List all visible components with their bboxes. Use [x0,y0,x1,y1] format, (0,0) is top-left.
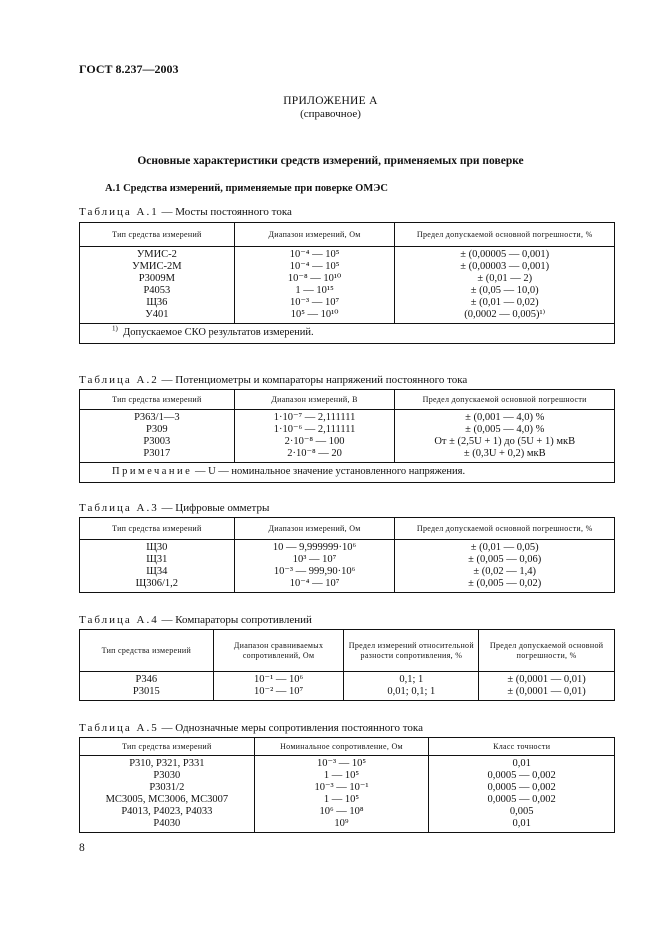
table-cell: 0,0005 — 0,002 [429,794,615,806]
table-cell: Р309 [80,424,235,436]
table-cell: 0,005 [429,806,615,818]
table-cell: ± (0,005 — 0,06) [395,554,615,566]
column-header: Диапазон сравниваемых сопротивлений, Ом [213,630,344,672]
table-cell: 10⁻⁴ — 10⁵ [234,261,395,273]
section-title: А.1 Средства измерений, применяемые при поверке ОМЭС [105,183,388,194]
table-cell: Р4053 [80,285,235,297]
table-cell: 10³ — 10⁷ [234,554,395,566]
main-title: Основные характеристики средств измерений, применяемых при поверке [137,155,524,167]
table-row [80,247,615,262]
table-cell: ± (0,01 — 2) [395,273,615,285]
table-note [80,463,615,483]
column-header: Диапазон измерений, Ом [234,518,395,540]
table-cell: 0,01; 0,1; 1 [344,686,479,701]
table-row [80,436,615,448]
table-cell: Р3030 [80,770,255,782]
table-row [80,794,615,806]
column-header: Предел допускаемой основной погрешности, % [395,223,615,247]
table-cell: Р346 [80,672,214,687]
table-a2 [79,389,615,483]
table-cell: Щ34 [80,566,235,578]
table-cell: 2·10⁻⁸ — 20 [234,448,395,463]
table-cell: 1 — 10¹⁵ [234,285,395,297]
table-row [80,806,615,818]
column-header: Тип средства измерений [80,630,214,672]
table-cell: ± (0,05 — 10,0) [395,285,615,297]
table-row [80,578,615,593]
caption-lead: Таблица А.5 [79,722,159,734]
table-row [80,782,615,794]
table-cell: ± (0,0001 — 0,01) [479,686,615,701]
column-header: Предел измерений относительной разности сопротивления, % [344,630,479,672]
caption-text: — Мосты постоянного тока [158,206,292,218]
table-row [80,756,615,771]
table-a2-caption [79,374,467,386]
table-a3 [79,517,615,593]
table-cell: 10 — 9,999999·10⁶ [234,540,395,555]
table-cell: 10⁻³ — 10⁻¹ [254,782,429,794]
table-row [80,770,615,782]
column-header: Номинальное сопротивление, Ом [254,738,429,756]
table-a5 [79,737,615,833]
table-cell: 0,0005 — 0,002 [429,770,615,782]
table-cell: Р4030 [80,818,255,833]
table-cell: 10⁻² — 10⁷ [213,686,344,701]
footnote-mark: 1) [112,324,118,333]
table-cell: 10⁻⁴ — 10⁵ [234,247,395,262]
table-row [80,297,615,309]
table-cell: Щ30 [80,540,235,555]
table-cell: Щ31 [80,554,235,566]
table-cell: Щ36 [80,297,235,309]
column-header: Предел допускаемой основной погрешности [395,390,615,410]
column-header: Тип средства измерений [80,738,255,756]
footnote-text: Допускаемое СКО результатов измерений. [123,327,314,338]
caption-lead: Таблица А.4 [79,614,159,626]
table-cell: Р3003 [80,436,235,448]
document-code: ГОСТ 8.237—2003 [79,62,179,76]
table-cell: ± (0,00003 — 0,001) [395,261,615,273]
table-cell: 1 — 10⁵ [254,770,429,782]
table-cell: МС3005, МС3006, МС3007 [80,794,255,806]
column-header: Диапазон измерений, В [234,390,395,410]
appendix-title: ПРИЛОЖЕНИЕ А [283,95,378,107]
table-a3-caption [79,502,269,514]
table-cell: 10⁹ [254,818,429,833]
table-cell: 10⁻³ — 999,90·10⁶ [234,566,395,578]
page-number: 8 [79,842,85,854]
caption-lead: Таблица А.1 [79,206,159,218]
table-row [80,273,615,285]
table-row [80,566,615,578]
table-cell: 0,1; 1 [344,672,479,687]
table-row [80,818,615,833]
table-cell: 10⁻¹ — 10⁶ [213,672,344,687]
table-cell: Щ306/1,2 [80,578,235,593]
table-cell: От ± (2,5U + 1) до (5U + 1) мкВ [395,436,615,448]
table-cell: Р363/1—3 [80,410,235,425]
table-cell: ± (0,0001 — 0,01) [479,672,615,687]
caption-text: — Компараторы сопротивлений [158,614,312,626]
table-cell: 0,0005 — 0,002 [429,782,615,794]
table-footnote [80,324,615,344]
table-cell: ± (0,005 — 0,02) [395,578,615,593]
table-row [80,554,615,566]
table-cell: УМИС-2М [80,261,235,273]
caption-text: — Однозначные меры сопротивления постоянного тока [158,722,423,734]
table-cell: 10⁵ — 10¹⁰ [234,309,395,324]
table-a1 [79,222,615,344]
caption-lead: Таблица А.2 [79,374,159,386]
table-cell: ± (0,005 — 4,0) % [395,424,615,436]
table-cell: (0,0002 — 0,005)¹⁾ [395,309,615,324]
table-cell: Р3009М [80,273,235,285]
column-header: Класс точности [429,738,615,756]
table-a5-caption [79,722,423,734]
note-text: — U — номинальное значение установленного напряжения. [192,466,466,477]
table-row [80,540,615,555]
table-cell: 10⁶ — 10⁸ [254,806,429,818]
table-cell: Р3015 [80,686,214,701]
table-row [80,672,615,687]
column-header: Диапазон измерений, Ом [234,223,395,247]
table-row [80,285,615,297]
column-header: Тип средства измерений [80,223,235,247]
table-cell: 10⁻⁴ — 10⁷ [234,578,395,593]
table-cell: 1·10⁻⁶ — 2,111111 [234,424,395,436]
table-cell: Р4013, Р4023, Р4033 [80,806,255,818]
column-header: Предел допускаемой основной погрешности, % [395,518,615,540]
column-header: Тип средства измерений [80,390,235,410]
table-cell: ± (0,01 — 0,02) [395,297,615,309]
table-cell: 1·10⁻⁷ — 2,111111 [234,410,395,425]
table-cell: Р310, Р321, Р331 [80,756,255,771]
table-row [80,448,615,463]
note-lead: Примечание [112,466,193,477]
caption-text: — Потенциометры и компараторы напряжений постоянного тока [158,374,468,386]
table-cell: 10⁻⁸ — 10¹⁰ [234,273,395,285]
table-a1-caption [79,206,292,218]
table-cell: ± (0,01 — 0,05) [395,540,615,555]
table-a4-caption [79,614,312,626]
table-row [80,309,615,324]
table-cell: Р3031/2 [80,782,255,794]
table-cell: ± (0,00005 — 0,001) [395,247,615,262]
table-cell: 0,01 [429,756,615,771]
table-cell: 0,01 [429,818,615,833]
table-cell: 10⁻³ — 10⁷ [234,297,395,309]
table-cell: ± (0,001 — 4,0) % [395,410,615,425]
table-row [80,424,615,436]
table-cell: Р3017 [80,448,235,463]
table-cell: У401 [80,309,235,324]
caption-lead: Таблица А.3 [79,502,159,514]
table-cell: 2·10⁻⁸ — 100 [234,436,395,448]
appendix-subtitle: (справочное) [300,108,361,120]
table-cell: ± (0,3U + 0,2) мкВ [395,448,615,463]
caption-text: — Цифровые омметры [158,502,270,514]
table-cell: 10⁻³ — 10⁵ [254,756,429,771]
table-a4 [79,629,615,701]
table-row [80,261,615,273]
table-cell: ± (0,02 — 1,4) [395,566,615,578]
column-header: Предел допускаемой основной погрешности, % [479,630,615,672]
table-row [80,686,615,701]
column-header: Тип средства измерений [80,518,235,540]
table-cell: УМИС-2 [80,247,235,262]
table-cell: 1 — 10⁵ [254,794,429,806]
table-row [80,410,615,425]
